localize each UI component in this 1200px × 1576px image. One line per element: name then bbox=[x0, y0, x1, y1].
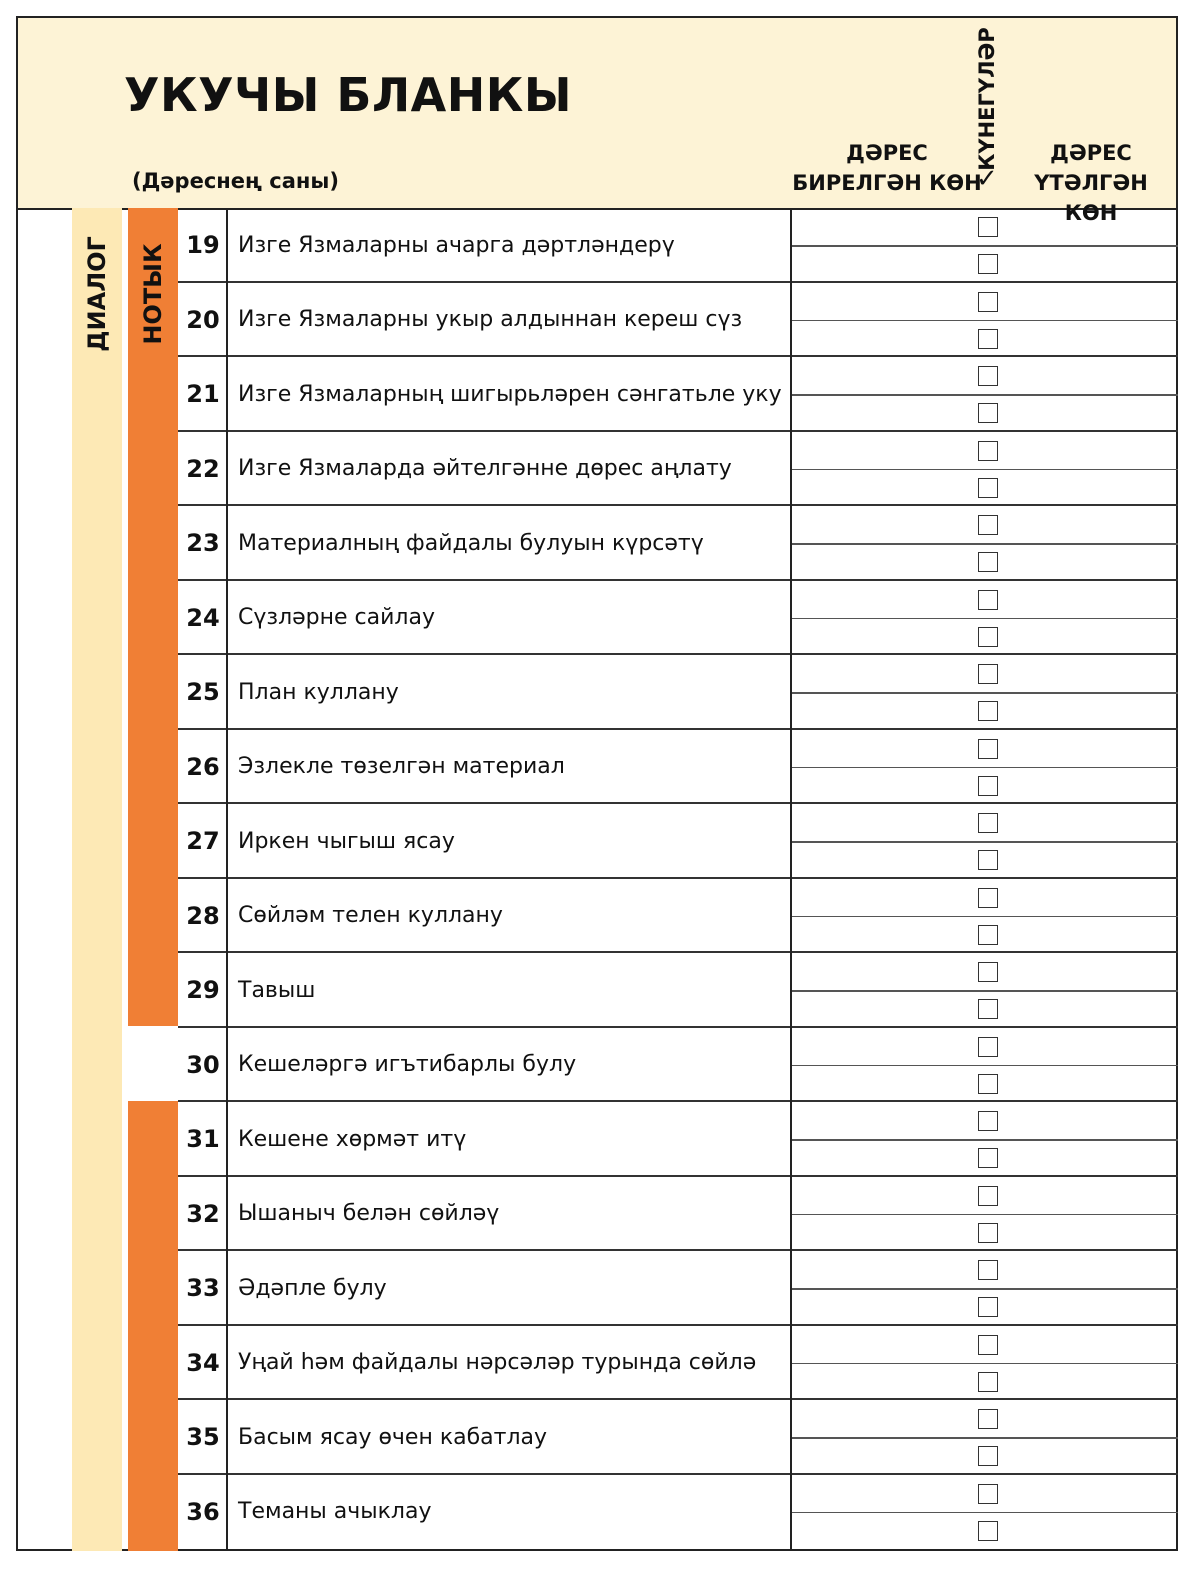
divider-text-dates bbox=[790, 208, 792, 1551]
exercise-checkbox[interactable] bbox=[978, 1484, 998, 1504]
student-form bbox=[16, 16, 1178, 1551]
row-mid-divider bbox=[792, 916, 1178, 918]
row-mid-divider bbox=[792, 1139, 1178, 1141]
lesson-row bbox=[178, 1028, 1178, 1103]
lesson-row bbox=[178, 655, 1178, 730]
lesson-number: 27 bbox=[186, 827, 220, 856]
lesson-title: Кешеләргә игътибарлы булу bbox=[238, 1052, 577, 1078]
lesson-row bbox=[178, 432, 1178, 507]
lesson-title: Ышаныч белән сөйләү bbox=[238, 1201, 500, 1227]
row-mid-divider bbox=[792, 1363, 1178, 1365]
row-mid-divider bbox=[792, 245, 1178, 247]
lesson-number: 26 bbox=[186, 752, 220, 781]
form-title: УКУЧЫ БЛАНКЫ bbox=[124, 68, 573, 122]
lesson-number: 19 bbox=[186, 231, 220, 260]
lesson-row bbox=[178, 1102, 1178, 1177]
row-mid-divider bbox=[792, 692, 1178, 694]
lesson-number: 29 bbox=[186, 976, 220, 1005]
row-mid-divider bbox=[792, 320, 1178, 322]
delivery-band-label: НОТЫК bbox=[139, 243, 167, 345]
row-mid-divider bbox=[792, 394, 1178, 396]
lesson-title: Сөйләм телен куллану bbox=[238, 903, 503, 929]
exercise-checkbox[interactable] bbox=[978, 1111, 998, 1131]
lesson-title: Уңай һәм файдалы нәрсәләр турында сөйлә bbox=[238, 1350, 757, 1376]
column-header-date-given: ДӘРЕС БИРЕЛГӘН КӨН bbox=[792, 141, 982, 195]
lesson-row bbox=[178, 1177, 1178, 1252]
exercise-checkbox[interactable] bbox=[978, 1335, 998, 1355]
lesson-row bbox=[178, 1326, 1178, 1401]
lesson-row bbox=[178, 283, 1178, 358]
exercise-checkbox[interactable] bbox=[978, 478, 998, 498]
exercise-checkbox[interactable] bbox=[978, 1521, 998, 1541]
exercise-checkbox[interactable] bbox=[978, 1260, 998, 1280]
dialog-band-label: ДИАЛОГ bbox=[83, 236, 111, 352]
lesson-title: Теманы ачыклау bbox=[238, 1499, 432, 1525]
exercise-checkbox[interactable] bbox=[978, 441, 998, 461]
delivery-band-top bbox=[128, 208, 178, 1026]
exercise-checkbox[interactable] bbox=[978, 850, 998, 870]
lesson-number-caption: (Дәреснең саны) bbox=[132, 169, 340, 193]
exercise-checkbox[interactable] bbox=[978, 1372, 998, 1392]
lesson-title: План куллану bbox=[238, 679, 399, 705]
lesson-number: 34 bbox=[186, 1348, 220, 1377]
row-mid-divider bbox=[792, 1065, 1178, 1067]
exercise-checkbox[interactable] bbox=[978, 776, 998, 796]
lesson-title: Әдәпле булу bbox=[238, 1275, 387, 1301]
exercise-checkbox[interactable] bbox=[978, 888, 998, 908]
exercise-checkbox[interactable] bbox=[978, 590, 998, 610]
exercise-checkbox[interactable] bbox=[978, 515, 998, 535]
exercise-checkbox[interactable] bbox=[978, 925, 998, 945]
lesson-title: Эзлекле төзелгән материал bbox=[238, 754, 565, 780]
exercise-checkbox[interactable] bbox=[978, 1186, 998, 1206]
row-mid-divider bbox=[792, 990, 1178, 992]
exercise-checkbox[interactable] bbox=[978, 999, 998, 1019]
divider-number-text bbox=[226, 208, 228, 1551]
form-header bbox=[18, 18, 1176, 225]
lesson-row bbox=[178, 879, 1178, 954]
exercise-checkbox[interactable] bbox=[978, 1074, 998, 1094]
column-header-exercises bbox=[964, 24, 1010, 174]
lesson-number: 23 bbox=[186, 529, 220, 558]
lesson-row bbox=[178, 208, 1178, 283]
lesson-number: 31 bbox=[186, 1125, 220, 1154]
lesson-number: 28 bbox=[186, 901, 220, 930]
exercise-checkbox[interactable] bbox=[978, 1223, 998, 1243]
exercise-checkbox[interactable] bbox=[978, 1037, 998, 1057]
exercise-checkbox[interactable] bbox=[978, 329, 998, 349]
lesson-number: 35 bbox=[186, 1423, 220, 1452]
row-mid-divider bbox=[792, 1288, 1178, 1290]
exercise-checkbox[interactable] bbox=[978, 403, 998, 423]
exercise-checkbox[interactable] bbox=[978, 1446, 998, 1466]
exercise-checkbox[interactable] bbox=[978, 739, 998, 759]
lesson-row bbox=[178, 1400, 1178, 1475]
exercise-checkbox[interactable] bbox=[978, 552, 998, 572]
lesson-number: 22 bbox=[186, 454, 220, 483]
row-mid-divider bbox=[792, 1437, 1178, 1439]
row-mid-divider bbox=[792, 1512, 1178, 1514]
exercise-checkbox[interactable] bbox=[978, 254, 998, 274]
lesson-title: Иркен чыгыш ясау bbox=[238, 828, 455, 854]
exercise-checkbox[interactable] bbox=[978, 1148, 998, 1168]
lesson-number: 30 bbox=[186, 1050, 220, 1079]
column-header-date-completed: ДӘРЕС ҮТӘЛГӘН КӨН bbox=[1034, 141, 1148, 225]
lesson-row bbox=[178, 357, 1178, 432]
lesson-row bbox=[178, 1251, 1178, 1326]
lesson-number: 24 bbox=[186, 603, 220, 632]
exercise-checkbox[interactable] bbox=[978, 627, 998, 647]
exercise-checkbox[interactable] bbox=[978, 701, 998, 721]
delivery-band-bottom bbox=[128, 1101, 178, 1551]
row-mid-divider bbox=[792, 767, 1178, 769]
exercise-checkbox[interactable] bbox=[978, 1409, 998, 1429]
exercise-checkbox[interactable] bbox=[978, 217, 998, 237]
lesson-title: Изге Язмаларның шигырьләрен сәнгатьле уку bbox=[238, 381, 782, 407]
exercise-checkbox[interactable] bbox=[978, 664, 998, 684]
exercise-checkbox[interactable] bbox=[978, 292, 998, 312]
lesson-row bbox=[178, 953, 1178, 1028]
row-mid-divider bbox=[792, 841, 1178, 843]
lesson-title: Кешене хөрмәт итү bbox=[238, 1126, 467, 1152]
lesson-row bbox=[178, 506, 1178, 581]
dialog-band bbox=[72, 208, 122, 1551]
lesson-title: Материалның файдалы булуын күрсәтү bbox=[238, 530, 704, 556]
exercise-checkbox[interactable] bbox=[978, 366, 998, 386]
lesson-row bbox=[178, 804, 1178, 879]
lesson-title: Басым ясау өчен кабатлау bbox=[238, 1424, 548, 1450]
lesson-number: 25 bbox=[186, 678, 220, 707]
exercises-label: КҮНЕГҮЛӘР bbox=[975, 27, 999, 171]
lesson-row bbox=[178, 1475, 1178, 1550]
lesson-title: Изге Язмаларны ачарга дәртләндерү bbox=[238, 232, 675, 258]
exercise-checkbox[interactable] bbox=[978, 962, 998, 982]
lesson-number: 32 bbox=[186, 1199, 220, 1228]
row-mid-divider bbox=[792, 469, 1178, 471]
lesson-row bbox=[178, 581, 1178, 656]
lesson-number: 36 bbox=[186, 1497, 220, 1526]
lesson-number: 20 bbox=[186, 305, 220, 334]
row-mid-divider bbox=[792, 618, 1178, 620]
exercise-checkbox[interactable] bbox=[978, 813, 998, 833]
row-mid-divider bbox=[792, 1214, 1178, 1216]
lesson-number: 33 bbox=[186, 1274, 220, 1303]
row-mid-divider bbox=[792, 543, 1178, 545]
lesson-title: Изге Язмаларда әйтелгәнне дөрес аңлату bbox=[238, 456, 732, 482]
check-mark-icon: ✓ bbox=[976, 164, 998, 194]
lesson-title: Сүзләрне сайлау bbox=[238, 605, 435, 631]
lesson-number: 21 bbox=[186, 380, 220, 409]
lesson-title: Тавыш bbox=[238, 977, 316, 1003]
lesson-row bbox=[178, 730, 1178, 805]
exercise-checkbox[interactable] bbox=[978, 1297, 998, 1317]
lesson-title: Изге Язмаларны укыр алдыннан кереш сүз bbox=[238, 307, 743, 333]
